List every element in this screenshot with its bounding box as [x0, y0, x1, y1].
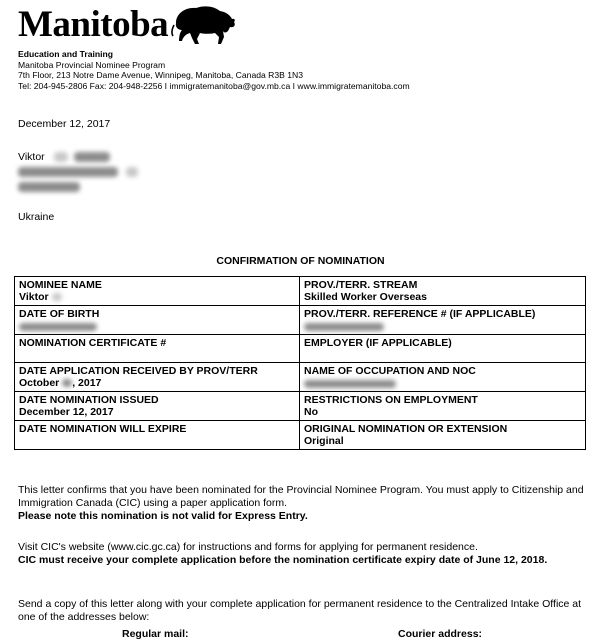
- redacted-surname: [74, 152, 110, 162]
- redacted-street-extra: [126, 167, 138, 177]
- nominee-first-name: Viktor: [19, 291, 49, 303]
- cell-value: December 12, 2017: [19, 406, 114, 418]
- paragraph-instructions: [18, 541, 588, 567]
- cell-value: [19, 377, 295, 389]
- cell-label: DATE NOMINATION ISSUED: [19, 394, 159, 406]
- application-date-cell: [15, 363, 300, 392]
- application-month: October: [19, 377, 60, 389]
- paragraph-confirmation: [18, 484, 588, 523]
- restrictions-cell: [300, 392, 586, 421]
- department-name: Education and Training: [18, 49, 114, 59]
- redacted-reference: [304, 323, 384, 331]
- regular-mail-heading: Regular mail:: [122, 628, 189, 640]
- courier-address-heading: Courier address:: [398, 628, 483, 640]
- contact-line: Tel: 204-945-2806 Fax: 204-948-2256 I immigratemanitoba@gov.mb.ca I www.immigratemanitoba.com: [18, 80, 410, 91]
- redacted-dob: [19, 323, 97, 331]
- cell-value: Skilled Worker Overseas: [304, 291, 427, 303]
- table-row: [15, 335, 586, 363]
- redacted-city: [18, 182, 80, 192]
- express-entry-notice: Please note this nomination is not valid for Express Entry.: [18, 510, 308, 522]
- document-title: CONFIRMATION OF NOMINATION: [216, 255, 385, 267]
- cell-label: RESTRICTIONS ON EMPLOYMENT: [304, 394, 478, 406]
- expiry-date-cell: [15, 421, 300, 450]
- recipient-address: [18, 150, 138, 225]
- table-row: [15, 392, 586, 421]
- cell-label: NAME OF OCCUPATION AND NOC: [304, 365, 476, 377]
- cell-label: EMPLOYER (IF APPLICABLE): [304, 337, 452, 349]
- paragraph-text: Visit CIC's website (www.cic.gc.ca) for instructions and forms for applying for permanent residence.: [18, 541, 478, 553]
- paragraph-text: This letter confirms that you have been nominated for the Provincial Nominee Program. You must apply to Citizenship and Immigration Canada (CIC) using a paper application form.: [18, 484, 584, 509]
- nominee-name-cell: [15, 277, 300, 306]
- cell-label: ORIGINAL NOMINATION OR EXTENSION: [304, 423, 508, 435]
- table-row: [15, 421, 586, 450]
- cell-value: [19, 291, 295, 303]
- table-row: [15, 277, 586, 306]
- redacted-day: [62, 379, 72, 387]
- department-block: [18, 49, 410, 91]
- cell-label: PROV./TERR. REFERENCE # (IF APPLICABLE): [304, 308, 536, 320]
- stream-cell: [300, 277, 586, 306]
- employer-cell: [300, 335, 586, 363]
- redacted-street: [18, 167, 118, 177]
- redacted-occupation: [304, 380, 396, 388]
- cell-label: NOMINATION CERTIFICATE #: [19, 337, 167, 349]
- paragraph-send: Send a copy of this letter along with your complete application for permanent residence to the Centralized Intake Office at one of the addresses below:: [18, 598, 582, 623]
- cell-label: DATE NOMINATION WILL EXPIRE: [19, 423, 187, 435]
- certificate-cell: [15, 335, 300, 363]
- logo-wordmark: Manitoba: [18, 4, 169, 45]
- redacted-surname: [52, 293, 62, 301]
- cell-label: PROV./TERR. STREAM: [304, 279, 418, 291]
- cell-value: Original: [304, 435, 344, 447]
- cell-label: DATE OF BIRTH: [19, 308, 100, 320]
- cell-value: No: [304, 406, 318, 418]
- extension-cell: [300, 421, 586, 450]
- redacted-surname-part: [54, 152, 68, 162]
- reference-cell: [300, 306, 586, 335]
- table-row: [15, 363, 586, 392]
- letterhead: [18, 0, 608, 100]
- letter-date: December 12, 2017: [18, 118, 111, 130]
- recipient-first-name: Viktor: [18, 151, 45, 163]
- occupation-cell: [300, 363, 586, 392]
- nomination-table: [14, 276, 586, 450]
- expiry-notice: CIC must receive your complete application before the nomination certificate expiry date of June 12, 2018.: [18, 554, 548, 566]
- issued-date-cell: [15, 392, 300, 421]
- cell-label: NOMINEE NAME: [19, 279, 102, 291]
- dob-cell: [15, 306, 300, 335]
- office-address: 7th Floor, 213 Notre Dame Avenue, Winnipeg, Manitoba, Canada R3B 1N3: [18, 70, 304, 80]
- manitoba-logo: [18, 3, 240, 49]
- bison-icon: [170, 3, 240, 45]
- table-row: [15, 306, 586, 335]
- program-name: Manitoba Provincial Nominee Program: [18, 59, 166, 70]
- cell-label: DATE APPLICATION RECEIVED BY PROV/TERR: [19, 365, 258, 377]
- application-year: , 2017: [72, 377, 102, 389]
- recipient-country: Ukraine: [18, 211, 55, 223]
